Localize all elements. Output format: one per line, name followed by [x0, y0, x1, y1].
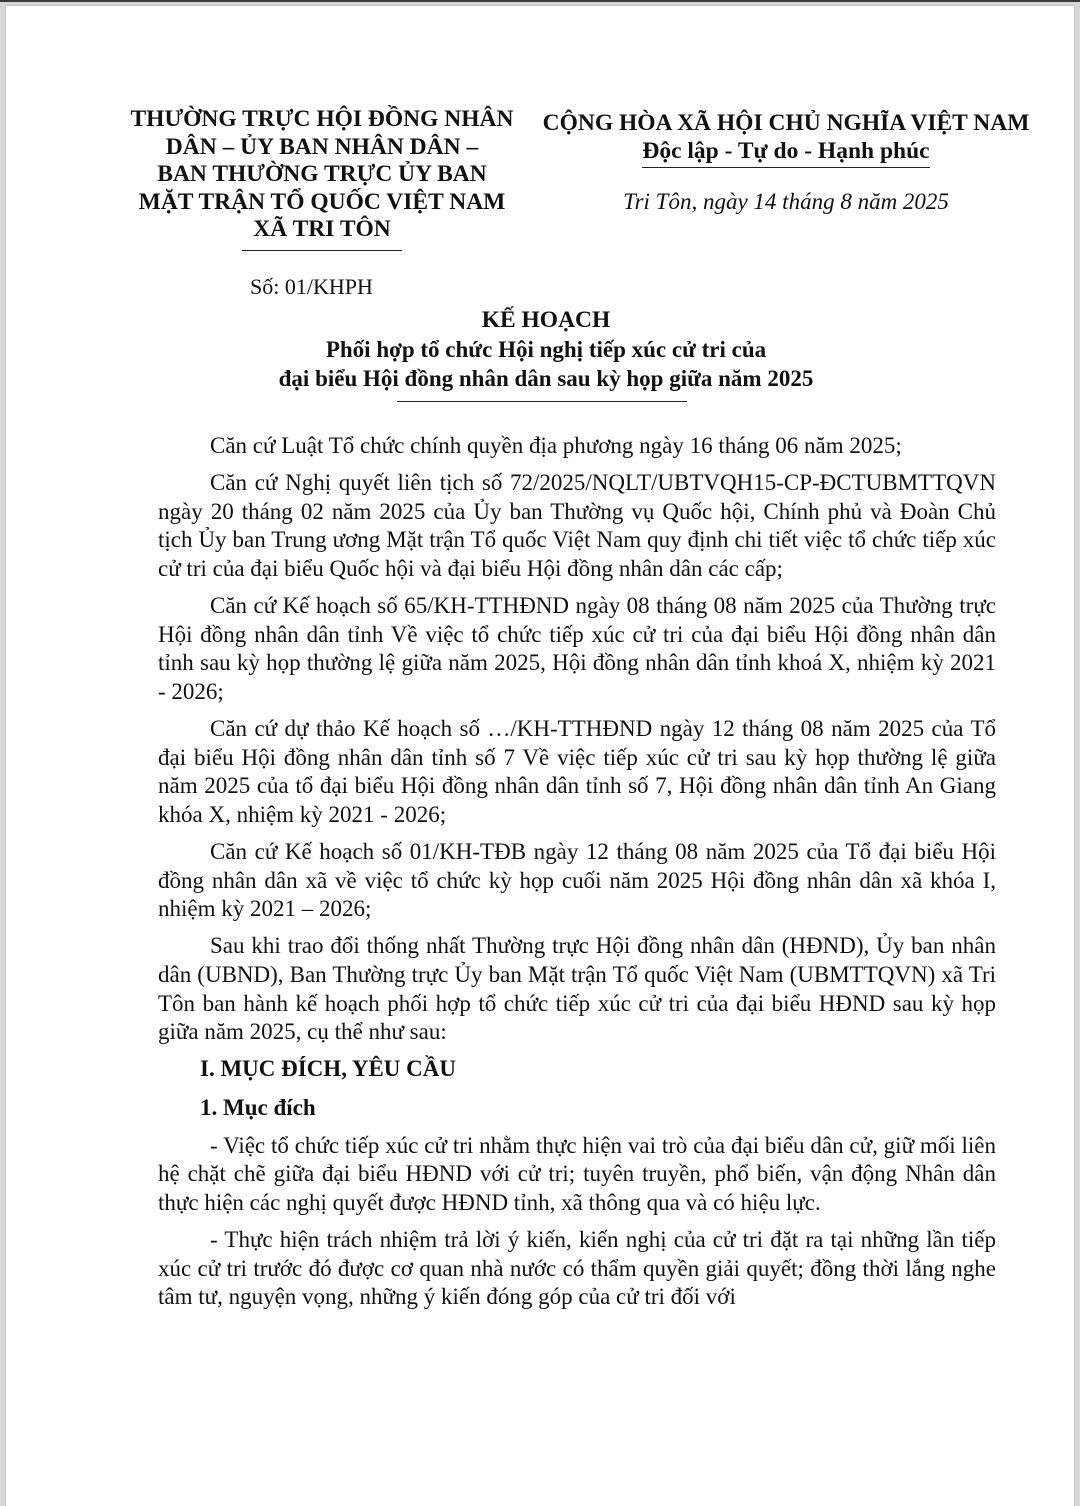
document-page — [6, 6, 1074, 1506]
agency-line: XÃ TRI TÔN — [253, 216, 391, 242]
document-subtitle-line-1: Phối hợp tổ chức Hội nghị tiếp xúc cử tri của — [325, 337, 767, 362]
preamble-paragraph: Căn cứ Nghị quyết liên tịch số 72/2025/NQLT/UBTVQH15-CP-ĐCTUBMTTQVN ngày 20 tháng 02 năm 2025 của Ủy ban Thường vụ Quốc hội, Chính phủ và Đoàn Chủ tịch Ủy ban Trung ương Mặt trận Tổ quốc Việt Nam quy định chi tiết việc tổ chức tiếp xúc cử tri của đại biểu Quốc hội và đại biểu Hội đồng nhân dân các cấp; — [158, 470, 996, 581]
section-heading: I. MỤC ĐÍCH, YÊU CẦU — [200, 1056, 456, 1082]
purpose-item: - Việc tổ chức tiếp xúc cử tri nhằm thực hiện vai trò của đại biểu dân cử, giữ mối liên hệ chặt chẽ giữa đại biểu HĐND với cử tri; tuyên truyền, phổ biến, vận động Nhân dân thực hiện các nghị quyết được HĐND tỉnh, xã thông qua và có hiệu lực. — [158, 1132, 996, 1215]
preamble-paragraph: Căn cứ Luật Tổ chức chính quyền địa phương ngày 16 tháng 06 năm 2025; — [210, 433, 902, 458]
agency-header — [122, 106, 522, 300]
preamble-paragraph: Căn cứ Kế hoạch số 65/KH-TTHĐND ngày 08 tháng 08 năm 2025 của Thường trực Hội đồng nhân dân tỉnh Về việc tổ chức tiếp xúc cử tri của đại biểu Hội đồng nhân dân tỉnh sau kỳ họp thường lệ giữa năm 2025, Hội đồng nhân dân tỉnh khoá X, nhiệm kỳ 2021 - 2026; — [158, 593, 996, 704]
national-motto: Độc lập - Tự do - Hạnh phúc — [642, 137, 929, 168]
document-type: KẾ HOẠCH — [481, 307, 611, 333]
agency-divider — [242, 250, 402, 251]
purpose-item: - Thực hiện trách nhiệm trả lời ý kiến, kiến nghị của cử tri đặt ra tại những lần tiếp xúc cử tri trước đó được cơ quan nhà nước có thẩm quyền giải quyết; đồng thời lắng nghe tâm tư, nguyện vọng, những ý kiến đóng góp của cử tri đối với — [158, 1227, 996, 1310]
agency-line: DÂN – ỦY BAN NHÂN DÂN – — [165, 133, 479, 160]
agency-line: BAN THƯỜNG TRỰC ỦY BAN — [157, 161, 487, 187]
document-number: Số: 01/KHPH — [250, 273, 373, 299]
national-header — [530, 109, 1042, 215]
agency-line: MẶT TRẬN TỔ QUỐC VIỆT NAM — [138, 188, 506, 215]
title-divider — [397, 401, 687, 402]
agency-line: THƯỜNG TRỰC HỘI ĐỒNG NHÂN — [130, 106, 514, 132]
preamble-paragraph: Căn cứ dự thảo Kế hoạch số …/KH-TTHĐND ngày 12 tháng 08 năm 2025 của Tổ đại biểu Hội đồng nhân dân tỉnh số 7 Về việc tiếp xúc cử tri sau kỳ họp thường lệ giữa năm 2025 của tổ đại biểu Hội đồng nhân dân tỉnh số 7, Hội đồng nhân dân tỉnh An Giang khóa X, nhiệm kỳ 2021 - 2026; — [158, 716, 996, 827]
document-title — [116, 306, 976, 402]
place-date: Tri Tôn, ngày 14 tháng 8 năm 2025 — [623, 189, 949, 214]
preamble-paragraph: Căn cứ Kế hoạch số 01/KH-TĐB ngày 12 tháng 08 năm 2025 của Tổ đại biểu Hội đồng nhân dân xã về việc tổ chức kỳ họp cuối năm 2025 Hội đồng nhân dân xã khóa I, nhiệm kỳ 2021 – 2026; — [158, 839, 996, 922]
document-body — [158, 432, 996, 1320]
nation-name: CỘNG HÒA XÃ HỘI CHỦ NGHĨA VIỆT NAM — [542, 110, 1030, 136]
preamble-paragraph: Sau khi trao đổi thống nhất Thường trực Hội đồng nhân dân (HĐND), Ủy ban nhân dân (UBND), Ban Thường trực Ủy ban Mặt trận Tổ quốc Việt Nam (UBMTTQVN) xã Tri Tôn ban hành kế hoạch phối hợp tổ chức tiếp xúc cử tri của đại biểu HĐND sau kỳ họp giữa năm 2025, cụ thể như sau: — [158, 933, 996, 1045]
document-subtitle-line-2: đại biểu Hội đồng nhân dân sau kỳ họp giữa năm 2025 — [278, 366, 814, 391]
subsection-heading: 1. Mục đích — [200, 1095, 316, 1121]
viewer-top-bar — [0, 0, 1080, 2]
